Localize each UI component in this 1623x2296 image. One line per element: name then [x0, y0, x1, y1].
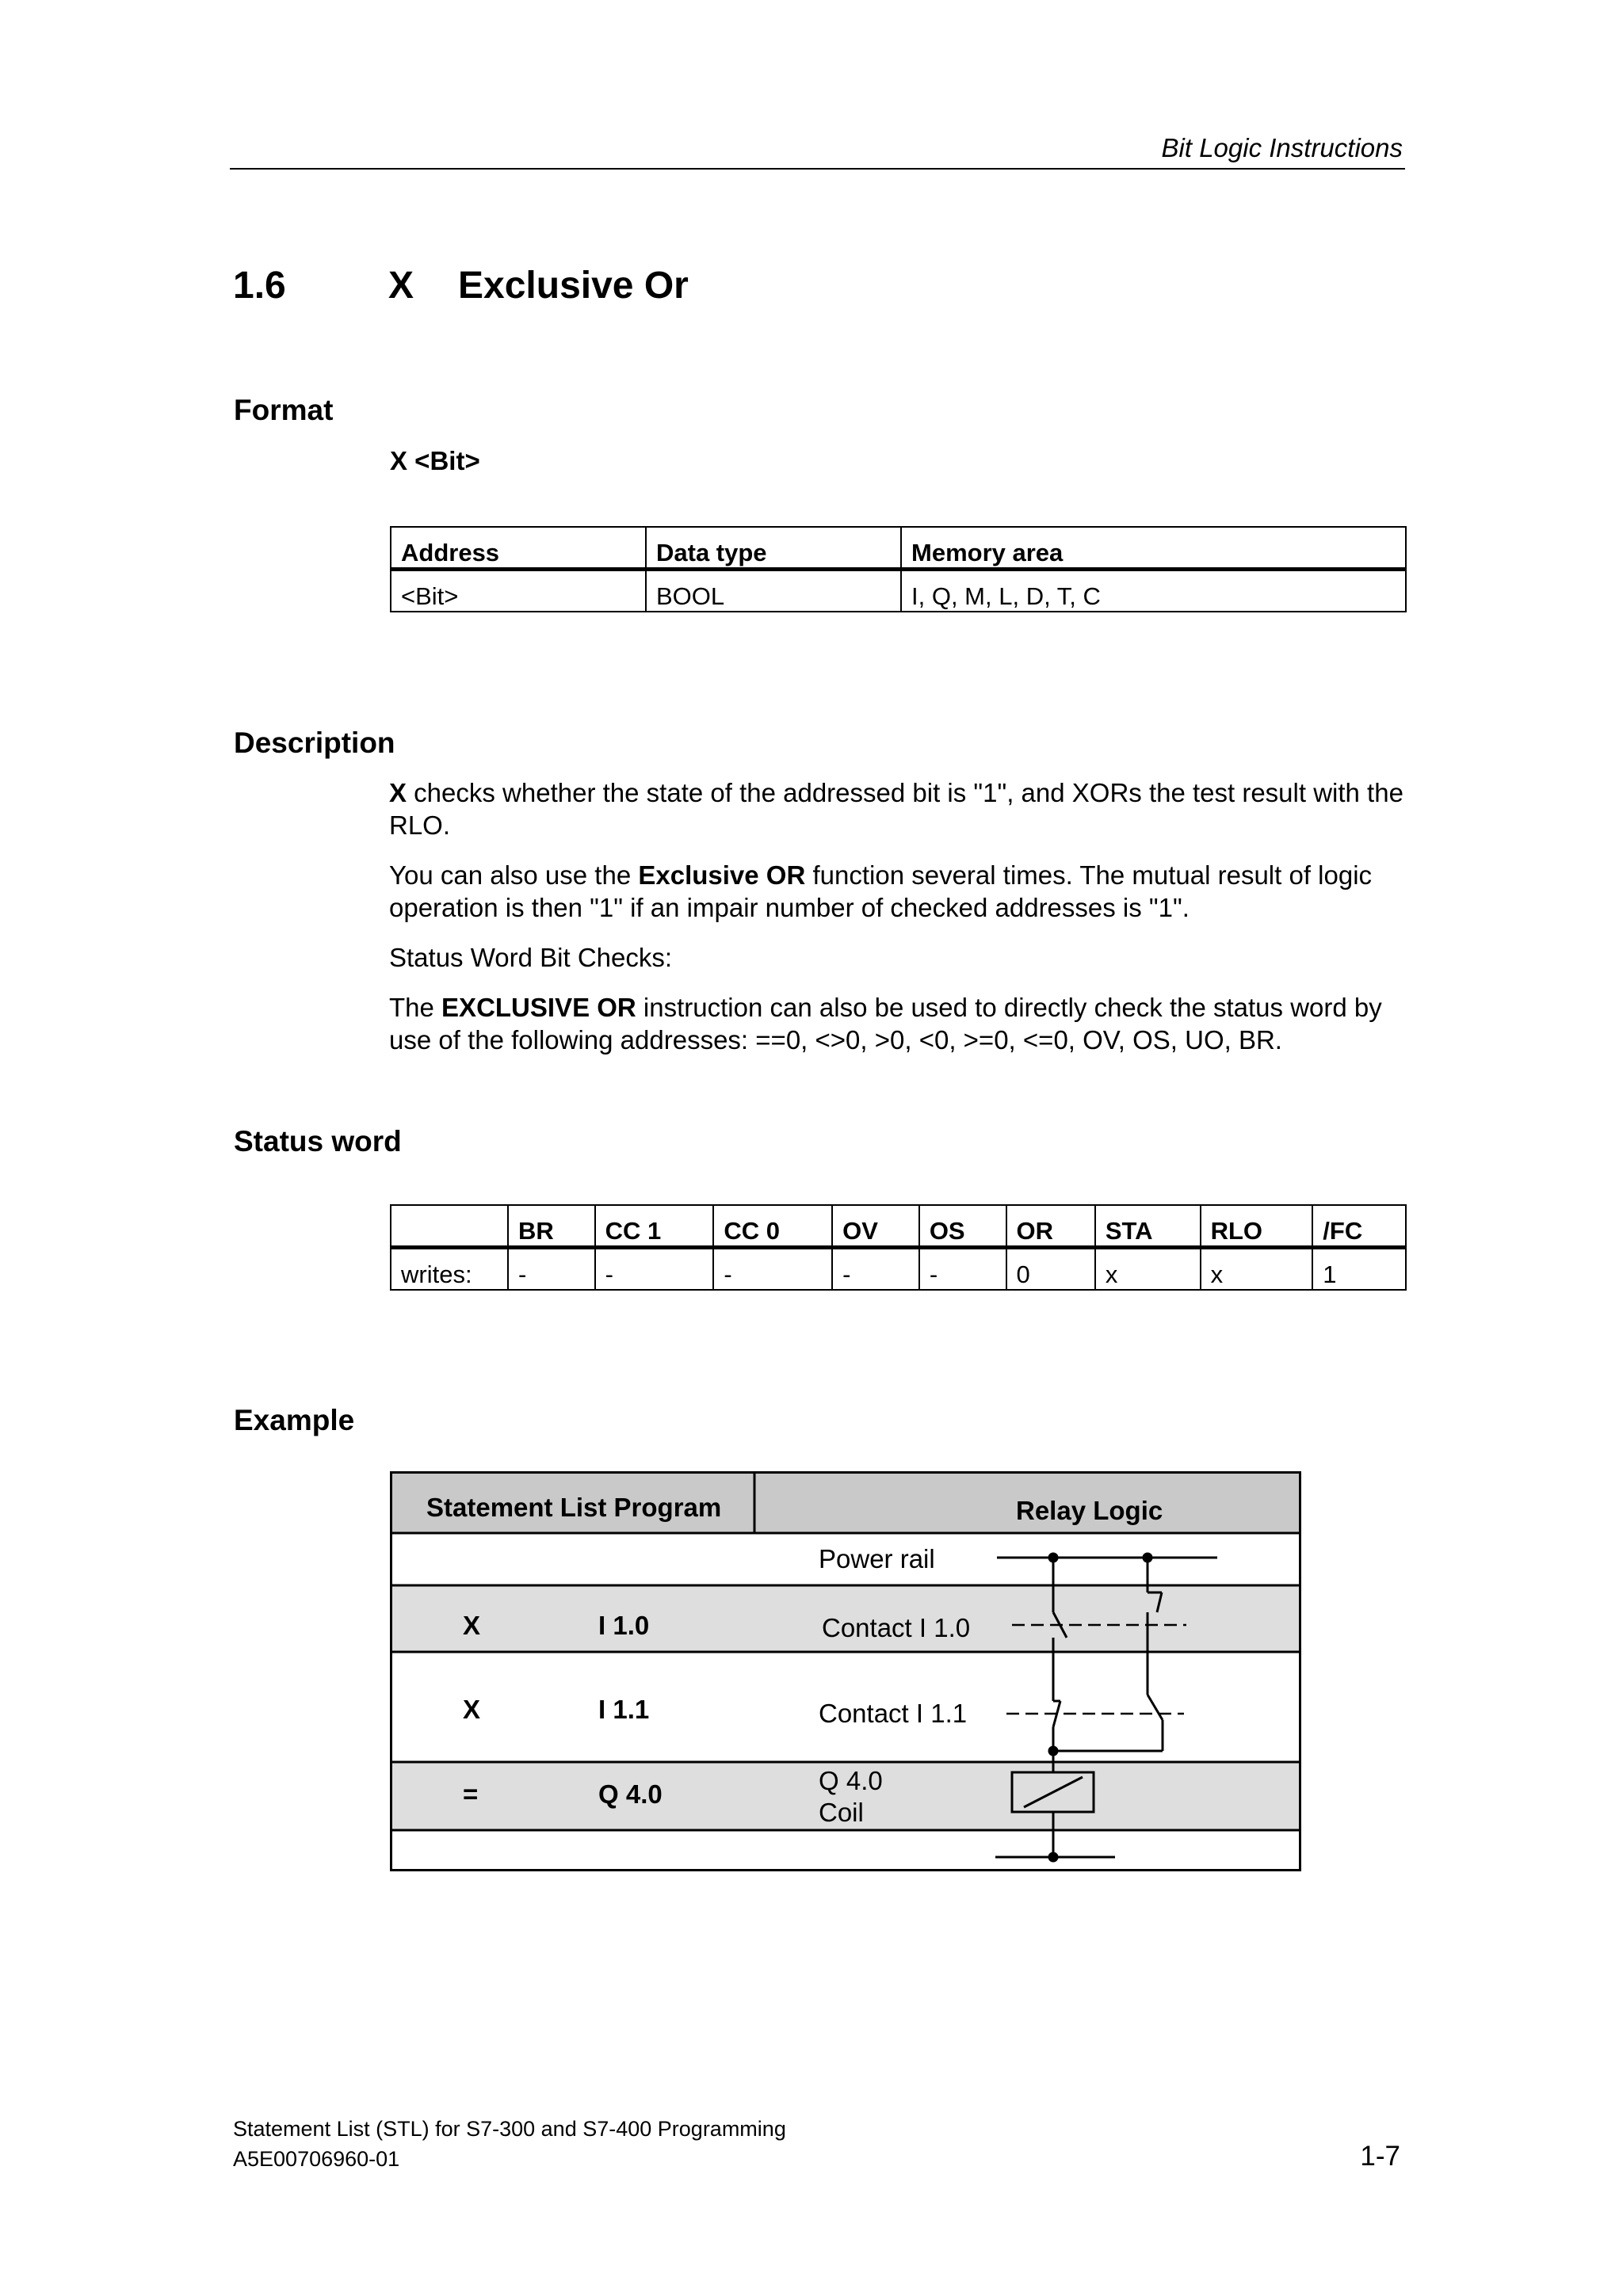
- status-col: [391, 1205, 508, 1248]
- status-col: OV: [832, 1205, 919, 1248]
- format-table: [390, 526, 1407, 612]
- format-col-memory: Memory area: [901, 527, 1406, 570]
- status-word-heading: Status word: [234, 1125, 402, 1158]
- status-cell: writes:: [391, 1248, 508, 1291]
- status-word-table: [390, 1204, 1407, 1291]
- example-col-stl: Statement List Program: [426, 1493, 722, 1522]
- status-col: /FC: [1312, 1205, 1406, 1248]
- footer-book-title: Statement List (STL) for S7-300 and S7-400 Programming: [233, 2117, 786, 2141]
- format-cell-datatype: BOOL: [646, 570, 901, 612]
- format-cell-memory: I, Q, M, L, D, T, C: [901, 570, 1406, 612]
- description-p4-bold: EXCLUSIVE OR: [441, 993, 636, 1022]
- coil-label-1: Q 4.0: [819, 1766, 883, 1795]
- format-col-address: Address: [391, 527, 646, 570]
- table-row: [391, 570, 1406, 612]
- format-syntax: X <Bit>: [390, 446, 480, 475]
- status-col: CC 0: [713, 1205, 832, 1248]
- stl-operand: I 1.1: [598, 1695, 650, 1724]
- stl-operand: Q 4.0: [598, 1779, 663, 1809]
- power-rail-label: Power rail: [819, 1544, 935, 1573]
- status-col: RLO: [1201, 1205, 1313, 1248]
- status-cell: -: [508, 1248, 595, 1291]
- page-number: 1-7: [1360, 2141, 1400, 2172]
- description-p1-bold: X: [389, 778, 407, 807]
- section-instruction: X: [388, 265, 414, 307]
- status-cell: x: [1201, 1248, 1313, 1291]
- contact-label: Contact I 1.1: [819, 1699, 968, 1728]
- status-col: OR: [1006, 1205, 1095, 1248]
- status-col: BR: [508, 1205, 595, 1248]
- section-number: 1.6: [233, 265, 286, 307]
- description-p1-rest: checks whether the state of the addressed bit is "1", and XORs the test result with the RLO.: [389, 778, 1403, 840]
- status-cell: -: [832, 1248, 919, 1291]
- format-col-datatype: Data type: [646, 527, 901, 570]
- description-p4-start: The: [389, 993, 442, 1022]
- description-body: [389, 776, 1411, 1074]
- description-paragraph: [389, 776, 1411, 841]
- description-p2-rest: function several times. The mutual result of logic operation is then "1" if an impair number of checked addresses is "1".: [389, 860, 1373, 922]
- status-cell: 0: [1006, 1248, 1095, 1291]
- stl-op: X: [463, 1611, 481, 1640]
- example-heading: Example: [234, 1404, 355, 1436]
- format-table-header: [391, 527, 1406, 570]
- format-cell-address: <Bit>: [391, 570, 646, 612]
- status-col: STA: [1095, 1205, 1201, 1248]
- description-heading: Description: [234, 727, 395, 759]
- description-paragraph: [389, 991, 1411, 1056]
- stl-operand: I 1.0: [598, 1611, 650, 1640]
- stl-op: X: [463, 1695, 481, 1724]
- description-paragraph: Status Word Bit Checks:: [389, 943, 673, 972]
- example-col-relay: Relay Logic: [1016, 1496, 1163, 1525]
- section-title-text: Exclusive Or: [458, 265, 689, 307]
- status-cell: -: [919, 1248, 1006, 1291]
- description-p2-start: You can also use the: [389, 860, 639, 890]
- status-cell: 1: [1312, 1248, 1406, 1291]
- description-p2-bold: Exclusive OR: [638, 860, 806, 890]
- footer-doc-number: A5E00706960-01: [233, 2147, 400, 2171]
- header-rule: [230, 168, 1405, 170]
- running-header: Bit Logic Instructions: [1161, 133, 1403, 162]
- coil-label-2: Coil: [819, 1798, 864, 1827]
- status-cell: x: [1095, 1248, 1201, 1291]
- status-cell: -: [713, 1248, 832, 1291]
- format-heading: Format: [234, 394, 334, 426]
- contact-label: Contact I 1.0: [822, 1613, 971, 1642]
- description-paragraph: [389, 859, 1411, 924]
- status-cell: -: [595, 1248, 714, 1291]
- status-word-header: [391, 1205, 1406, 1248]
- example-diagram: [390, 1471, 1301, 1871]
- description-p4-rest: instruction can also be used to directly check the status word by use of the following addresses: ==0, <>0, >0, <0, >=0, <=0, OV, OS, UO, BR.: [389, 993, 1382, 1055]
- table-row: [391, 1248, 1406, 1291]
- stl-op: =: [463, 1779, 479, 1809]
- section-title: [388, 264, 689, 307]
- example-figure: [390, 1471, 1301, 1871]
- status-col: OS: [919, 1205, 1006, 1248]
- status-col: CC 1: [595, 1205, 714, 1248]
